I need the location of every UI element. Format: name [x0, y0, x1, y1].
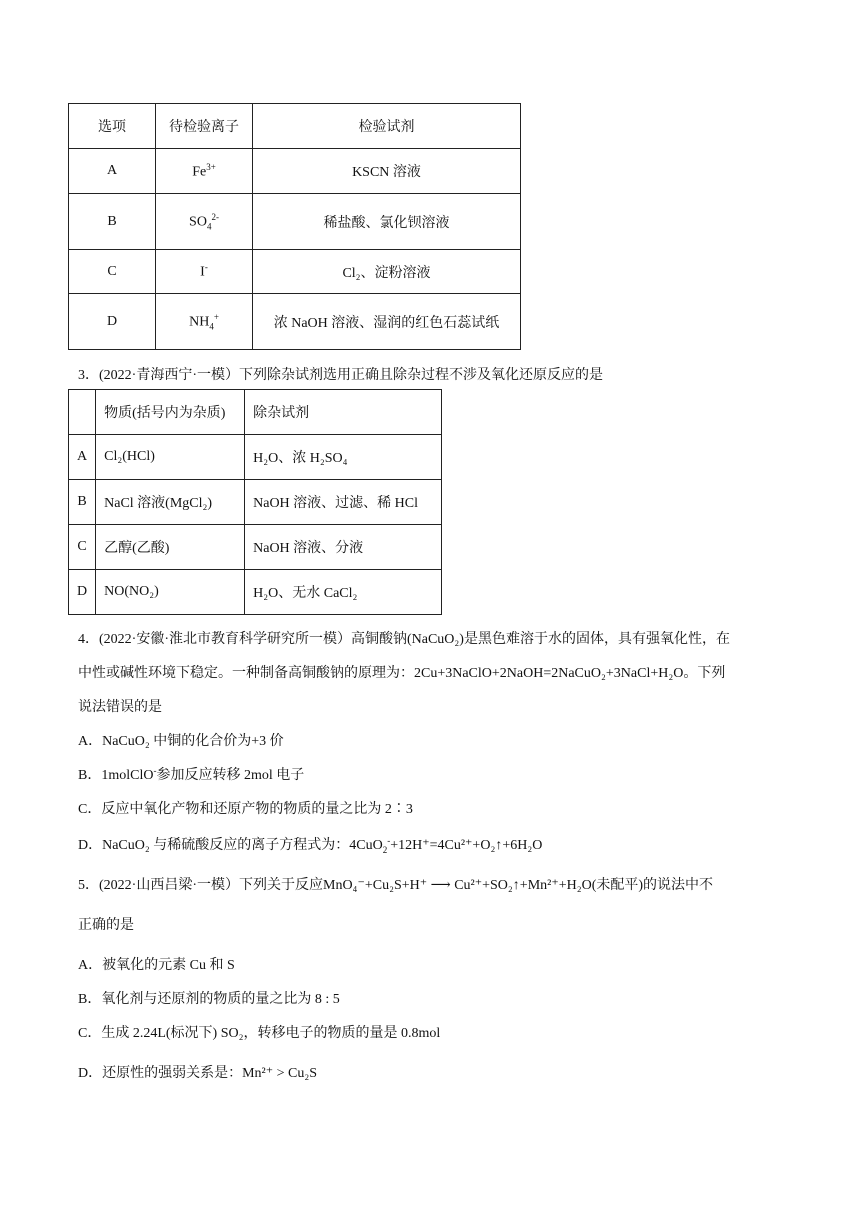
ion-cell — [156, 194, 253, 250]
ion-cell — [156, 294, 253, 350]
impurity-removal-table — [68, 389, 442, 615]
reagent-cell: H₂O、浓 H₂SO₄ — [245, 435, 442, 480]
table-row — [69, 525, 442, 570]
ion-charge: + — [213, 311, 219, 322]
ion-text: Fe — [192, 164, 207, 180]
ion-cell — [156, 149, 253, 194]
reagent-cell: NaOH 溶液、过滤、稀 HCl — [245, 480, 442, 525]
option-cell: A — [69, 149, 156, 194]
question-3-stem: 3．(2022·青海西宁·一模）下列除杂试剂选用正确且除杂过程不涉及氧化还原反应的是 — [78, 368, 603, 383]
table-row — [69, 480, 442, 525]
question-5-stem-line-2: 正确的是 — [78, 918, 134, 933]
question-4-option-a: A．NaCuO₂ 中铜的化合价为+3 价 — [78, 734, 284, 749]
question-4-stem-line-1: 4．(2022·安徽·淮北市教育科学研究所一模）高铜酸钠(NaCuO₂)是黑色难溶于水的固体，具有强氧化性，在 — [78, 632, 730, 647]
ion-text: I — [200, 264, 205, 280]
question-5-option-a: A．被氧化的元素 Cu 和 S — [78, 958, 235, 973]
option-cell: C — [69, 525, 96, 570]
reagent-cell: H₂O、无水 CaCl₂ — [245, 570, 442, 615]
ion-subscript: 4 — [209, 321, 214, 332]
question-5-stem-line-1 — [78, 874, 713, 894]
question-5-option-c: C．生成 2.24L(标况下) SO₂，转移电子的物质的量是 0.8mol — [78, 1026, 441, 1041]
option-b-charge: - — [153, 765, 157, 776]
substance-cell: NaCl 溶液(MgCl₂) — [96, 480, 245, 525]
ion-text: SO — [189, 214, 207, 230]
table-header-row — [69, 104, 521, 149]
substance-cell: NO(NO₂) — [96, 570, 245, 615]
option-d-rest: +12H⁺=4Cu²⁺+O₂↑+6H₂O — [390, 838, 543, 853]
ion-charge: 3+ — [206, 161, 216, 172]
question-4-stem-line-3: 说法错误的是 — [78, 700, 162, 715]
table-row — [69, 570, 442, 615]
table-header-row — [69, 390, 442, 435]
option-d-charge: - — [387, 835, 391, 846]
option-cell: B — [69, 194, 156, 250]
option-b-text: B．1molClO — [78, 768, 154, 783]
q5-stem-post: (未配平)的说法中不 — [591, 878, 714, 893]
header-cell: 待检验离子 — [156, 104, 253, 149]
ion-subscript: 4 — [206, 221, 212, 232]
header-cell — [69, 390, 96, 435]
header-cell: 物质(括号内为杂质) — [96, 390, 245, 435]
ion-cell — [156, 250, 253, 294]
question-4-stem-line-2: 中性或碱性环境下稳定。一种制备高铜酸钠的原理为：2Cu+3NaClO+2NaOH=2NaCuO₂+3NaCl+H₂O。下列 — [78, 666, 726, 681]
q5-stem-pre: 5．(2022·山西吕梁·一模）下列关于反应 — [78, 878, 323, 893]
option-b-rest: 参加反应转移 2mol 电子 — [156, 768, 305, 783]
substance-cell: 乙醇(乙酸) — [96, 525, 245, 570]
option-cell: B — [69, 480, 96, 525]
option-cell: D — [69, 294, 156, 350]
option-cell: D — [69, 570, 96, 615]
table-row — [69, 149, 521, 194]
reagent-cell: KSCN 溶液 — [253, 149, 521, 194]
question-5-option-b: B．氧化剂与还原剂的物质的量之比为 8 : 5 — [78, 992, 340, 1007]
option-cell: C — [69, 250, 156, 294]
ion-charge: - — [204, 262, 208, 273]
header-cell: 选项 — [69, 104, 156, 149]
header-cell: 检验试剂 — [253, 104, 521, 149]
header-cell: 除杂试剂 — [245, 390, 442, 435]
question-4-option-d — [78, 834, 542, 855]
question-4-option-c: C．反应中氧化产物和还原产物的物质的量之比为 2∶3 — [78, 802, 413, 817]
ion-text: NH — [189, 314, 210, 330]
ion-charge: 2- — [211, 211, 219, 222]
option-d-text: D．NaCuO₂ 与稀硫酸反应的离子方程式为：4CuO — [78, 838, 383, 853]
option-cell: A — [69, 435, 96, 480]
substance-cell: Cl₂(HCl) — [96, 435, 245, 480]
reagent-cell: Cl₂、淀粉溶液 — [253, 250, 521, 294]
table-row — [69, 194, 521, 250]
table-row — [69, 294, 521, 350]
question-4-option-b — [78, 764, 304, 784]
ion-test-table — [68, 103, 521, 350]
option-d-subscript: 2 — [382, 844, 388, 855]
question-5-option-d: D．还原性的强弱关系是：Mn²⁺ > Cu₂S — [78, 1066, 318, 1081]
reagent-cell: NaOH 溶液、分液 — [245, 525, 442, 570]
table-row — [69, 435, 442, 480]
table-row — [69, 250, 521, 294]
reagent-cell: 浓 NaOH 溶液、湿润的红色石蕊试纸 — [253, 294, 521, 350]
q5-equation: MnO₄⁻+Cu₂S+H⁺ ⟶ Cu²⁺+SO₂↑+Mn²⁺+H₂O — [323, 878, 592, 893]
reagent-cell: 稀盐酸、氯化钡溶液 — [253, 194, 521, 250]
